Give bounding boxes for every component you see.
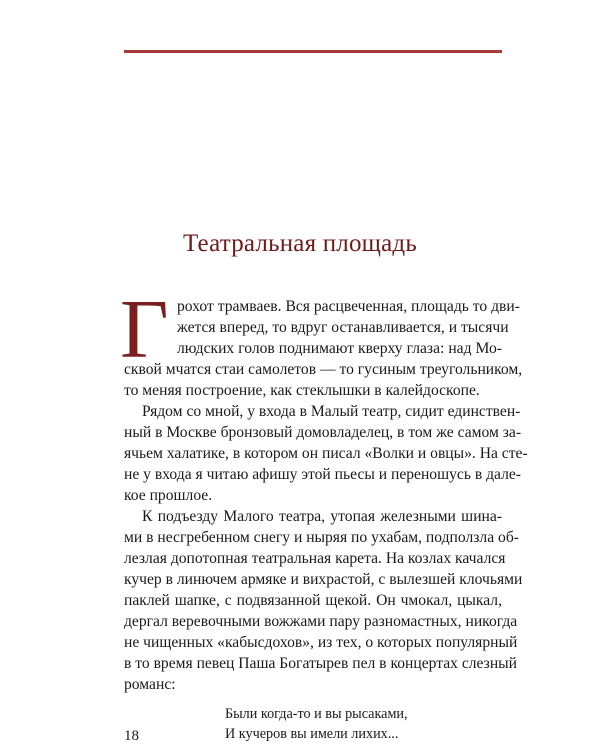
text-line: ячьем халатике, в котором он писал «Волки и овцы». На сте-	[124, 445, 528, 462]
text-line: кучер в линючем армяке и вихрастой, с вылезшей клочьями	[124, 571, 523, 588]
page-number: 18	[124, 728, 139, 744]
text-line: лезлая допотопная театральная карета. На козлах качался	[124, 550, 506, 567]
text-line: рохот трамваев. Вся расцвеченная, площадь то дви-	[177, 298, 520, 315]
text-line: жется вперед, то вдруг останавливается, и тысячи	[177, 319, 509, 336]
text-line: кое прошлое.	[124, 487, 213, 504]
drop-cap: Г	[120, 283, 169, 376]
verse-line: Были когда-то и вы рысаками,	[225, 706, 408, 722]
verse-line: И кучеров вы имели лихих...	[225, 726, 399, 742]
text-line: К подъезду Малого театра, утопая железными шина-	[142, 508, 502, 525]
text-line: романс:	[124, 676, 176, 693]
text-line: людских голов поднимают кверху глаза: над Мо-	[177, 340, 502, 357]
text-line: дергал веревочными вожжами пару разномастных, никогда	[124, 613, 518, 630]
text-line: ный в Москве бронзовый домовладелец, в том же самом за-	[124, 424, 522, 441]
text-line: то меняя построение, как стеклышки в калейдоскопе.	[124, 382, 480, 399]
text-line: не чищенных «кабысдохов», из тех, о которых популярный	[124, 634, 518, 651]
text-line: в то время певец Паша Богатырев пел в концертах слезный	[124, 655, 517, 672]
text-line: ми в несгребенном снегу и ныряя по ухабам, подползла об-	[124, 529, 519, 546]
chapter-title: Театральная площадь	[183, 230, 417, 257]
header-rule	[124, 50, 502, 53]
text-line: Рядом со мной, у входа в Малый театр, сидит единствен-	[142, 403, 521, 420]
text-line: паклей шапке, с подвязанной щекой. Он чмокал, цыкал,	[124, 592, 502, 609]
text-line: не у входа я читаю афишу этой пьесы и переношусь в дале-	[124, 466, 521, 483]
text-line: сквой мчатся стаи самолетов — то гусиным треугольником,	[124, 361, 523, 378]
